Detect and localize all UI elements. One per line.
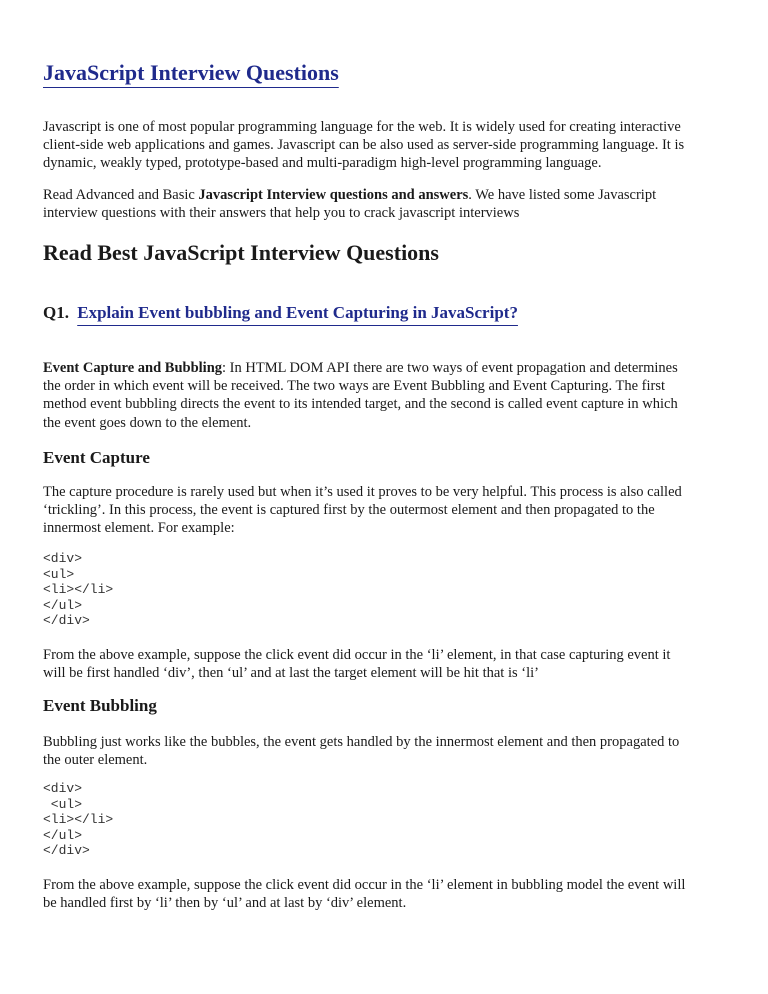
paragraph-line: innermost element. For example: [43, 520, 235, 537]
question-heading [43, 303, 518, 323]
read-bold-text: Javascript Interview questions and answers [198, 187, 469, 203]
code-line: </ul> [43, 597, 83, 613]
paragraph-line: the event goes down to the element. [43, 414, 252, 431]
code-line: <ul> [43, 796, 83, 812]
code-line: </ul> [43, 827, 83, 843]
read-prefix: Read Advanced and Basic [43, 187, 199, 203]
code-line: <div> [43, 551, 83, 566]
capture-bubbling-paragraph [43, 359, 723, 432]
paragraph-line: From the above example, suppose the click event did occur in the ‘li’ element, in that case capturing event it [43, 647, 671, 663]
code-line: </div> [43, 843, 90, 859]
capture-explanation-paragraph [43, 646, 723, 682]
event-bubbling-heading: Event Bubbling [43, 696, 157, 715]
intro-line: client-side web applications and games. Javascript can be also used as server-side programming language. It is [43, 137, 685, 154]
code-line: </div> [43, 613, 90, 629]
paragraph-line: ‘trickling’. In this process, the event is captured first by the outermost element and then propagated to the [43, 502, 655, 519]
paragraph-line: : In HTML DOM API there are two ways of event propagation and determines [222, 360, 678, 376]
page-title: JavaScript Interview Questions [43, 60, 339, 85]
paragraph-line: The capture procedure is rarely used but when it’s used it proves to be very helpful. This process is also called [43, 484, 682, 500]
paragraph-line: method event bubbling directs the event to its intended target, and the second is called event capture in which [43, 396, 678, 413]
intro-line: Javascript is one of most popular programming language for the web. It is widely used for creating interactive [43, 119, 681, 135]
read-suffix: . We have listed some Javascript [468, 187, 657, 203]
code-line: <li></li> [43, 582, 114, 598]
intro-paragraph [43, 118, 723, 173]
paragraph-line: the outer element. [43, 752, 148, 769]
paragraph-line: be handled first by ‘li’ then by ‘ul’ and at last by ‘div’ element. [43, 895, 407, 912]
read-paragraph [43, 186, 723, 222]
paragraph-line: the order in which event will be received. The two ways are Event Bubbling and Event Capturing. The first [43, 378, 665, 395]
code-line: <ul> [43, 566, 75, 582]
capture-bubbling-bold: Event Capture and Bubbling [43, 360, 223, 376]
intro-line: dynamic, weakly typed, prototype-based and multi-paradigm high-level programming language. [43, 155, 602, 172]
section-heading: Read Best JavaScript Interview Questions [43, 240, 439, 265]
question-link[interactable]: Explain Event bubbling and Event Capturing in JavaScript? [77, 303, 518, 322]
paragraph-line: From the above example, suppose the click event did occur in the ‘li’ element in bubbling model the event will [43, 877, 686, 893]
question-number: Q1. [43, 303, 69, 322]
event-capture-heading: Event Capture [43, 448, 150, 467]
code-line: <div> [43, 781, 83, 796]
bubbling-code-block [43, 781, 113, 859]
event-capture-paragraph [43, 483, 723, 538]
read-line: interview questions with their answers that help you to crack javascript interviews [43, 205, 520, 222]
paragraph-line: Bubbling just works like the bubbles, the event gets handled by the innermost element and then propagated to [43, 734, 680, 750]
bubbling-explanation-paragraph [43, 876, 723, 912]
event-bubbling-paragraph [43, 733, 723, 769]
paragraph-line: will be first handled ‘div’, then ‘ul’ and at last the target element will be hit that is ‘li’ [43, 665, 539, 682]
capture-code-block [43, 551, 113, 629]
code-line: <li></li> [43, 812, 114, 828]
